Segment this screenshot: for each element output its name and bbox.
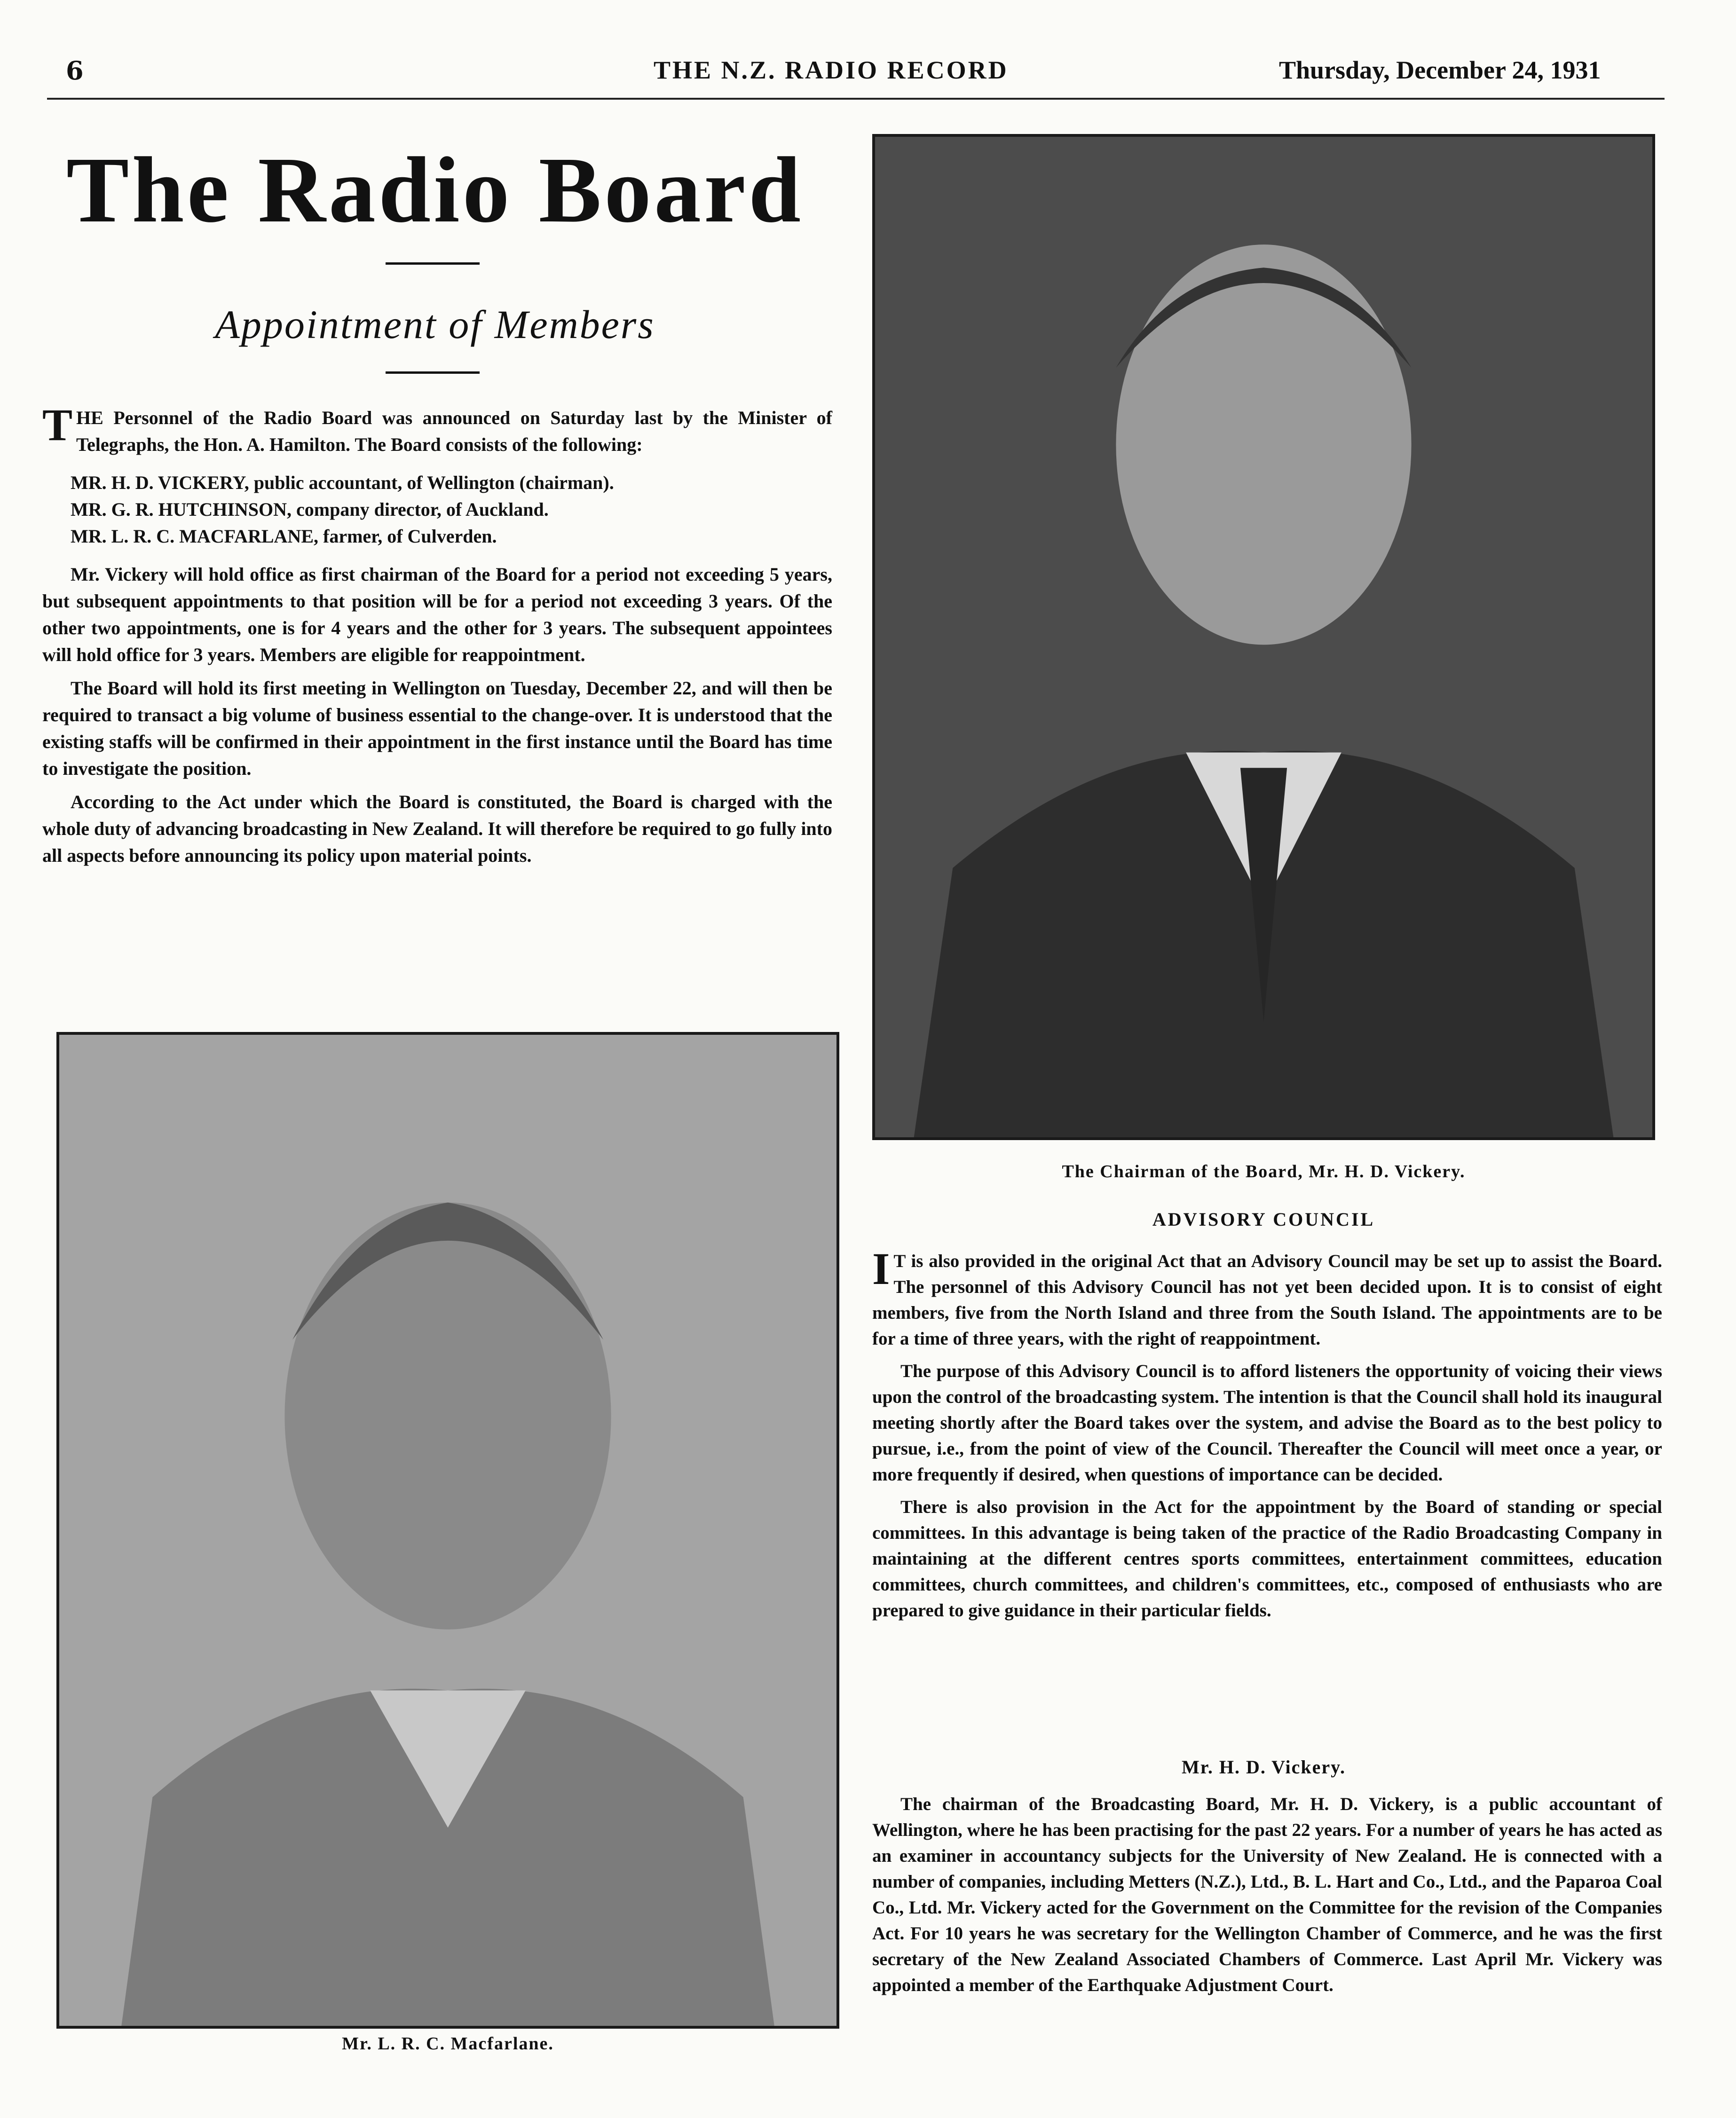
issue-date: Thursday, December 24, 1931	[1279, 56, 1601, 84]
advisory-body	[872, 1244, 1662, 1630]
advisory-heading: ADVISORY COUNCIL	[1152, 1209, 1375, 1230]
article-intro: THE Personnel of the Radio Board was announced on Saturday last by the Minister of Telegraphs, the Hon. A. Hamilton. The Board consists of the following:	[42, 400, 832, 455]
macfarlane-caption: Mr. L. R. C. Macfarlane.	[342, 2034, 554, 2054]
subheadline: Appointment of Members	[215, 302, 655, 347]
article-paragraph: The Board will hold its first meeting in Wellington on Tuesday, December 22, and will then be required to transact a big volume of business essential to the change-over. It is understood that the existing staffs will be confirmed in their appointment in the first instance until the Board has time to investigate the position.	[42, 677, 832, 779]
headline-divider	[386, 262, 480, 265]
biography-body	[872, 1791, 1662, 2005]
member-item: MR. H. D. VICKERY, public accountant, of Wellington (chairman).	[71, 472, 614, 493]
header-rule	[47, 98, 1665, 100]
biography-text: The chairman of the Broadcasting Board, Mr. H. D. Vickery, is a public accountant of Wellington, where he has been practising for the past 22 years. For a number of years he has acted as an examiner in accountancy subjects for the University of New Zealand. He is connected with a number of companies, including Metters (N.Z.), Ltd., B. L. Hart and Co., Ltd., and the Paparoa Coal Co., Ltd. Mr. Vickery acted for the Government on the Committee for the revision of the Companies Act. For 10 years he was secretary for the Wellington Chamber of Commerce, and he was the first secretary of the New Zealand Associated Chambers of Commerce. Last April Mr. Vickery was appointed a member of the Earthquake Adjustment Court.	[872, 1794, 1662, 1995]
article-paragraph: Mr. Vickery will hold office as first chairman of the Board for a period not exceeding 5 years, but subsequent appointments to that position will be for a period not exceeding 3 years. Of the other two appointments, one is for 4 years and the other for 3 years. The subsequent appointees will hold office for 3 years. Members are eligible for reappointment.	[42, 564, 832, 665]
article-body	[42, 400, 832, 875]
publication-title: THE N.Z. RADIO RECORD	[654, 56, 1009, 84]
biography-heading: Mr. H. D. Vickery.	[1182, 1756, 1346, 1778]
advisory-paragraph: There is also provision in the Act for the appointment by the Board of standing or special committees. In this advantage is being taken of the practice of the Radio Broadcasting Company in maintaining at the different centres sports committees, entertainment committees, education committees, church committees, and children's committees, etc., composed of enthusiasts who are prepared to give guidance in their particular fields.	[872, 1497, 1662, 1621]
member-item: MR. G. R. HUTCHINSON, company director, of Auckland.	[71, 499, 549, 520]
headline: The Radio Board	[66, 138, 804, 242]
chairman-caption: The Chairman of the Board, Mr. H. D. Vickery.	[1062, 1162, 1466, 1181]
portrait-silhouette	[875, 137, 1652, 1137]
macfarlane-photo	[56, 1032, 839, 2029]
portrait-silhouette	[59, 1035, 836, 2026]
advisory-paragraph: The purpose of this Advisory Council is to afford listeners the opportunity of voicing their views upon the control of the broadcasting system. The intention is that the Council shall hold its inaugural meeting shortly after the Board takes over the system, and advise the Board as to the best policy to pursue, i.e., from the point of view of the Council. Thereafter the Council will meet once a year, or more frequently if desired, when questions of importance can be decided.	[872, 1361, 1662, 1485]
subheadline-divider	[386, 371, 480, 374]
advisory-paragraph: IT is also provided in the original Act that an Advisory Council may be set up to assist the Board. The personnel of this Advisory Council has not yet been decided upon. It is to consist of eight members, five from the North Island and three from the South Island. The appointments are to be for a time of three years, with the right of reappointment.	[872, 1244, 1662, 1349]
article-paragraph: According to the Act under which the Board is constituted, the Board is charged with the whole duty of advancing broadcasting in New Zealand. It will therefore be required to go fully into all aspects before announcing its policy upon material points.	[42, 791, 832, 866]
member-list	[71, 469, 832, 550]
member-item: MR. L. R. C. MACFARLANE, farmer, of Culverden.	[71, 526, 497, 547]
page-number: 6	[66, 55, 84, 86]
chairman-photo	[872, 134, 1655, 1140]
